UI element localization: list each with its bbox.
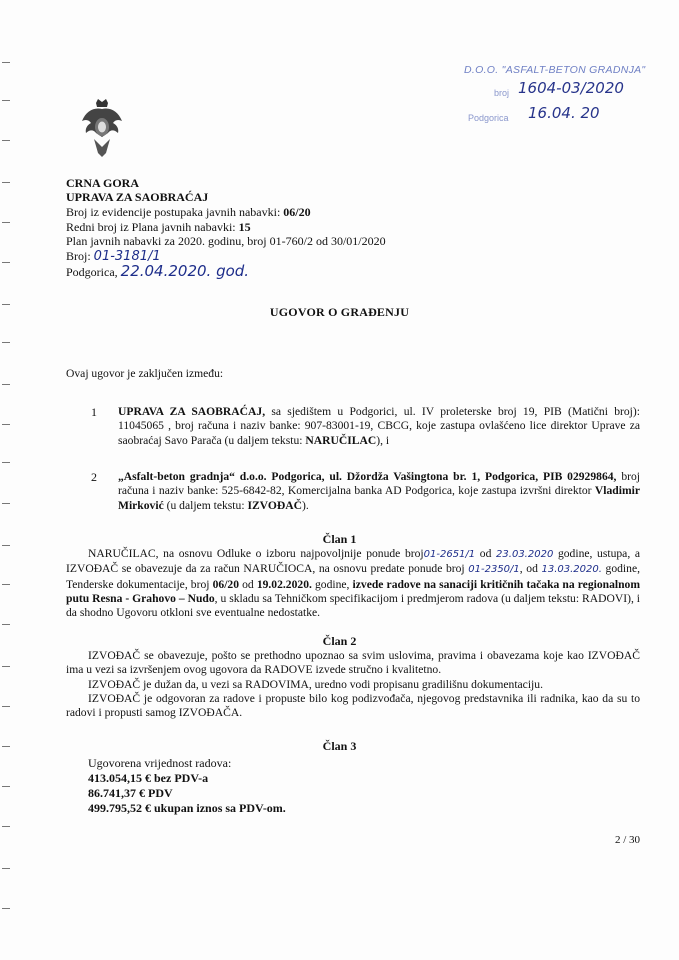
document-title: UGOVOR O GRAĐENJU xyxy=(269,305,410,319)
handwritten-offer-no: 01-2350/1 xyxy=(468,564,520,576)
clan2-paragraph-2: IZVOĐAČ je dužan da, u vezi sa RADOVIMA, uredno vodi propisanu gradilišnu dokumentaciju. xyxy=(88,678,543,691)
page-number: 2 / 30 xyxy=(615,834,641,846)
vat-value: 86.741,37 € PDV xyxy=(88,786,173,800)
handwritten-offer-date: 13.03.2020. xyxy=(541,564,602,576)
stamp-broj-value: 1604-03/2020 xyxy=(518,79,624,97)
header-plan-line: Plan javnih nabavki za 2020. godinu, broj 01-760/2 od 30/01/2020 xyxy=(66,234,386,248)
header-evidence: Broj iz evidencije postupaka javnih nabavki: 06/20 xyxy=(66,205,311,219)
party2-number: 2 xyxy=(91,470,97,484)
party2-text: „Asfalt-beton gradnja“ d.o.o. Podgorica, ul. Džordža Vašingtona br. 1, Podgorica, PIB 02929864, broj računa i naziv banke: 525-6842-82, Komercijalna banka AD Podgorica, koje zastupa izvršni direktor Vladimir Mirković (u daljem tekstu: IZVOĐAČ). xyxy=(118,470,640,512)
header-country: CRNA GORA xyxy=(66,176,140,190)
clan3-values xyxy=(88,756,286,816)
header-authority: UPRAVA ZA SAOBRAĆAJ xyxy=(66,190,209,204)
clan1-heading: Član 1 xyxy=(322,532,357,546)
total-with-vat: 499.795,52 € ukupan iznos sa PDV-om. xyxy=(88,801,286,815)
clan3-heading: Član 3 xyxy=(322,739,357,753)
handwritten-date: 22.04.2020. god. xyxy=(120,262,250,280)
stamp-date-value: 16.04. 20 xyxy=(528,104,600,122)
contract-value-intro: Ugovorena vrijednost radova: xyxy=(88,756,232,770)
stamp-company: D.O.O. "ASFALT-BETON GRADNJA" xyxy=(464,64,646,76)
clan1-text: NARUČILAC, na osnovu Odluke o izboru najpovoljnije ponude broj01-2651/1 od 23.03.2020 godine, ustupa, a IZVOĐAČ se obavezuje da za račun NARUČIOCA, na osnovu predate ponude broj 01-2350/1, od 13.03.2020. godine, Tenderske dokumentacije, broj 06/20 od 19.02.2020. godine, izvede radove na sanaciji kritičnih tačaka na regionalnom putu Resna - Grahovo – Nudo, u skladu sa Tehničkom specifikacijom i predmjerom radova (u daljem tekstu: RADOVI), i da shodno Ugovoru otkloni sve eventualne nedostatke. xyxy=(66,547,641,620)
stamp-place-label: Podgorica xyxy=(468,113,509,123)
header-place-date: Podgorica, 22.04.2020. god. xyxy=(66,262,250,280)
registration-stamp xyxy=(446,60,646,132)
party1-text: UPRAVA ZA SAOBRAĆAJ, sa sjedištem u Podgorici, ul. IV proleterske broj 19, PIB (Matični broj): 11045065 , broj računa i naziv banke: 907-83001-19, CBCG, koje zastupa ovlašćeno lice direktor Uprave za saobraćaj Savo Parača (u daljem tekstu: NARUČILAC), i xyxy=(118,405,640,447)
handwritten-decision-date: 23.03.2020 xyxy=(496,549,554,560)
header-plan-number: Redni broj iz Plana javnih nabavki: 15 xyxy=(66,220,251,234)
clan2-paragraph-3: IZVOĐAČ je odgovoran za radove i propuste bilo kog podizvođača, njegovog predstavnika ili radnika, kao da su to radovi i propusti samog IZVOĐAČA. xyxy=(66,692,640,720)
party1-number: 1 xyxy=(91,405,97,419)
handwritten-decision-no: 01-2651/1 xyxy=(423,549,476,560)
coat-of-arms-icon xyxy=(80,97,124,159)
scan-margin-marks xyxy=(0,0,12,960)
clan2-heading: Član 2 xyxy=(322,634,357,648)
handwritten-broj: 01-3181/1 xyxy=(93,249,161,264)
value-without-vat: 413.054,15 € bez PDV-a xyxy=(88,771,209,785)
stamp-broj-label: broj xyxy=(494,88,510,98)
intro-text: Ovaj ugovor je zaključen između: xyxy=(66,367,224,380)
header-broj: Broj: 01-3181/1 xyxy=(66,249,161,264)
clan2-paragraph-1: IZVOĐAČ se obavezuje, pošto se prethodno upoznao sa svim uslovima, pravima i obavezama koje kao IZVOĐAČ ima u vezi sa izvršenjem ovog ugovora da RADOVE izvede stručno i kvalitetno. xyxy=(66,649,640,677)
